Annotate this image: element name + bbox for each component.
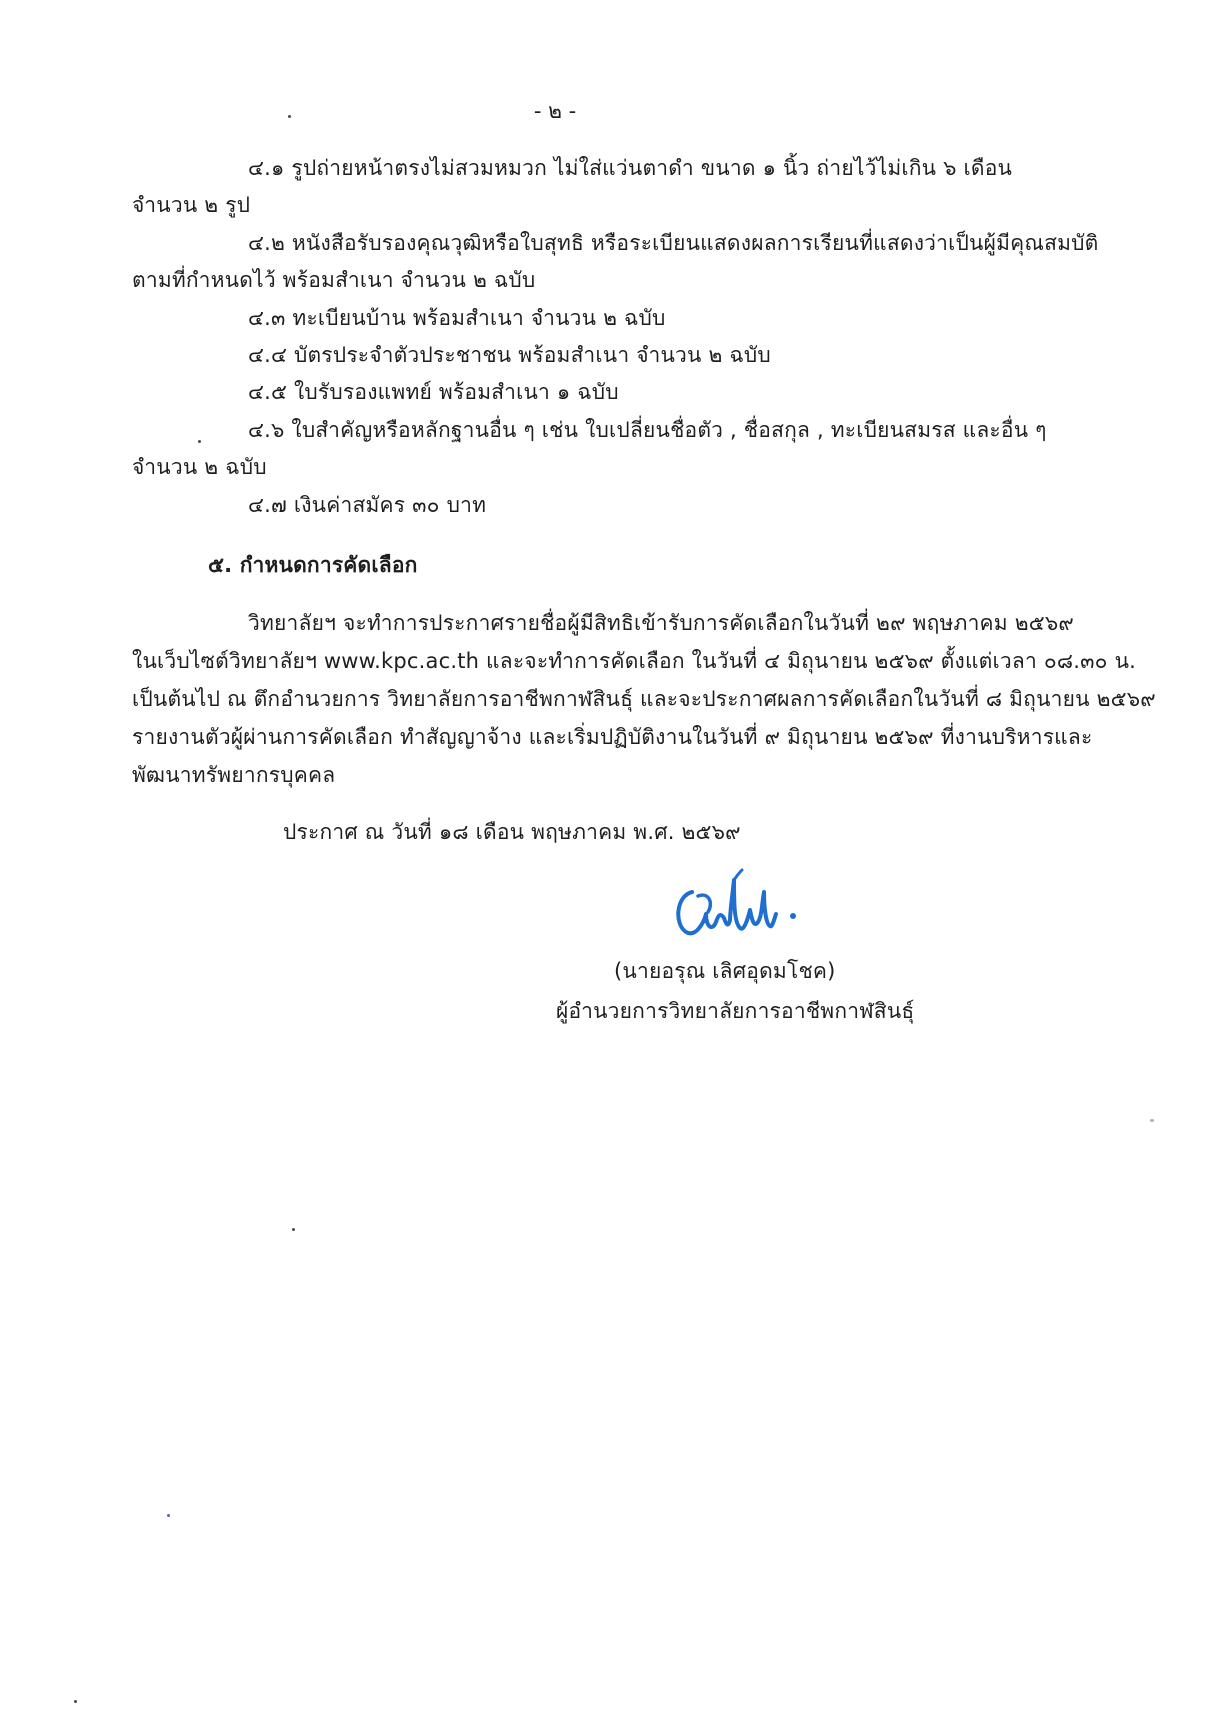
document-item-4-5: ๔.๕ ใบรับรองแพทย์ พร้อมสำเนา ๑ ฉบับ xyxy=(248,380,619,404)
scan-speck xyxy=(1150,1119,1154,1122)
section-5-line-2: ในเว็บไซต์วิทยาลัยฯ www.kpc.ac.th และจะทำการคัดเลือก ในวันที่ ๔ มิถุนายน ๒๕๖๙ ตั้งแต่เวลา ๐๘.๓๐ น. xyxy=(132,649,1136,673)
document-item-4-6-line-1: ๔.๖ ใบสำคัญหรือหลักฐานอื่น ๆ เช่น ใบเปลี่ยนชื่อตัว , ชื่อสกุล , ทะเบียนสมรส และอื่น ๆ xyxy=(248,418,1047,442)
document-item-4-1-line-1: ๔.๑ รูปถ่ายหน้าตรงไม่สวมหมวก ไม่ใส่แว่นตาดำ ขนาด ๑ นิ้ว ถ่ายไว้ไม่เกิน ๖ เดือน xyxy=(248,156,1013,180)
scan-speck xyxy=(292,1228,295,1231)
document-item-4-6-line-2: จำนวน ๒ ฉบับ xyxy=(132,455,267,479)
page-number: - ๒ - xyxy=(533,99,577,123)
document-item-4-7: ๔.๗ เงินค่าสมัคร ๓๐ บาท xyxy=(248,493,487,517)
announcement-date: ประกาศ ณ วันที่ ๑๘ เดือน พฤษภาคม พ.ศ. ๒๕๖๙ xyxy=(283,820,741,844)
section-5-line-1: วิทยาลัยฯ จะทำการประกาศรายชื่อผู้มีสิทธิเข้ารับการคัดเลือกในวันที่ ๒๙ พฤษภาคม ๒๕๖๙ xyxy=(248,611,1074,635)
scan-speck xyxy=(198,440,201,443)
document-item-4-4: ๔.๔ บัตรประจำตัวประชาชน พร้อมสำเนา จำนวน ๒ ฉบับ xyxy=(248,343,771,367)
document-item-4-3: ๔.๓ ทะเบียนบ้าน พร้อมสำเนา จำนวน ๒ ฉบับ xyxy=(248,306,666,330)
section-5-line-4: รายงานตัวผู้ผ่านการคัดเลือก ทำสัญญาจ้าง และเริ่มปฏิบัติงานในวันที่ ๙ มิถุนายน ๒๕๖๙ ที่งานบริหารและ xyxy=(132,725,1093,749)
scan-speck xyxy=(167,1514,170,1517)
scan-speck xyxy=(74,1700,77,1703)
signature-image xyxy=(668,862,818,962)
signatory-name: (นายอรุณ เลิศอุดมโชค) xyxy=(614,959,836,983)
section-5-line-3: เป็นต้นไป ณ ตึกอำนวยการ วิทยาลัยการอาชีพกาฬสินธุ์ และจะประกาศผลการคัดเลือกในวันที่ ๘ มิถุนายน ๒๕๖๙ xyxy=(132,687,1156,711)
section-5-heading: ๕. กำหนดการคัดเลือก xyxy=(208,553,418,577)
section-5-line-5: พัฒนาทรัพยากรบุคคล xyxy=(132,763,336,787)
document-item-4-1-line-2: จำนวน ๒ รูป xyxy=(132,193,251,217)
document-item-4-2-line-1: ๔.๒ หนังสือรับรองคุณวุฒิหรือใบสุทธิ หรือระเบียนแสดงผลการเรียนที่แสดงว่าเป็นผู้มีคุณสมบัติ xyxy=(248,231,1099,255)
scan-speck xyxy=(288,115,291,118)
document-item-4-2-line-2: ตามที่กำหนดไว้ พร้อมสำเนา จำนวน ๒ ฉบับ xyxy=(132,268,536,292)
signatory-title: ผู้อำนวยการวิทยาลัยการอาชีพกาฬสินธุ์ xyxy=(556,999,915,1023)
